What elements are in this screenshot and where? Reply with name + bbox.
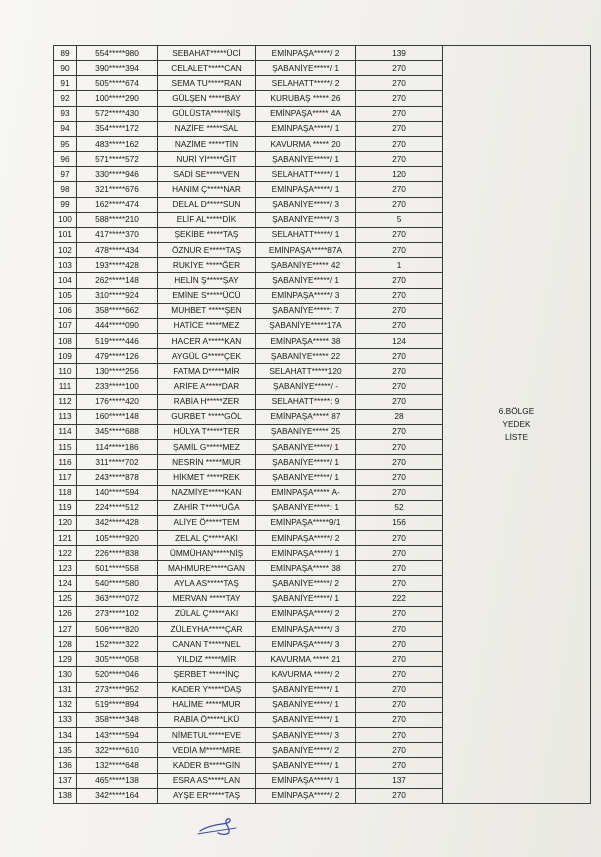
id-number: 358*****662: [77, 303, 158, 318]
amount-value: 270: [356, 531, 443, 546]
person-name: KADER B*****GİN: [158, 758, 256, 773]
row-number: 110: [54, 364, 77, 379]
row-number: 126: [54, 606, 77, 621]
amount-value: 270: [356, 121, 443, 136]
amount-value: 270: [356, 424, 443, 439]
side-note-line: YEDEK: [502, 418, 531, 429]
amount-value: 270: [356, 106, 443, 121]
person-name: AYŞE ER*****TAŞ: [158, 788, 256, 803]
row-number: 134: [54, 728, 77, 743]
person-name: ZAHİR T*****UĞA: [158, 500, 256, 515]
id-number: 354*****172: [77, 121, 158, 136]
amount-value: 270: [356, 273, 443, 288]
row-number: 122: [54, 546, 77, 561]
id-number: 310*****924: [77, 288, 158, 303]
person-name: SEBAHAT*****ÜCİ: [158, 46, 256, 61]
address: ŞABANİYE*****/ 1: [256, 61, 356, 76]
id-number: 330*****946: [77, 167, 158, 182]
row-number: 137: [54, 773, 77, 788]
id-number: 465*****138: [77, 773, 158, 788]
address: EMİNPAŞA***** 38: [256, 333, 356, 348]
id-number: 363*****072: [77, 591, 158, 606]
id-number: 130*****256: [77, 364, 158, 379]
id-number: 501*****558: [77, 561, 158, 576]
id-number: 114*****186: [77, 440, 158, 455]
row-number: 116: [54, 455, 77, 470]
amount-value: 270: [356, 667, 443, 682]
person-name: ŞAMİL G*****MEZ: [158, 440, 256, 455]
address: ŞABANİYE*****/ 1: [256, 697, 356, 712]
id-number: 262*****148: [77, 273, 158, 288]
id-number: 505*****674: [77, 76, 158, 91]
address: ŞABANİYE*****/ 1: [256, 591, 356, 606]
amount-value: 270: [356, 697, 443, 712]
row-number: 120: [54, 515, 77, 530]
person-name: ŞEKİBE *****TAŞ: [158, 227, 256, 242]
row-number: 103: [54, 258, 77, 273]
amount-value: 120: [356, 167, 443, 182]
person-name: ESRA AS*****LAN: [158, 773, 256, 788]
id-number: 506*****820: [77, 621, 158, 636]
person-name: GURBET *****GÖL: [158, 409, 256, 424]
row-number: 131: [54, 682, 77, 697]
row-number: 92: [54, 91, 77, 106]
row-number: 130: [54, 667, 77, 682]
address: EMİNPAŞA*****/ 3: [256, 621, 356, 636]
amount-value: 270: [356, 197, 443, 212]
person-name: HACER A*****KAN: [158, 333, 256, 348]
row-number: 104: [54, 273, 77, 288]
address: ŞABANİYE*****/ 2: [256, 576, 356, 591]
person-name: HİKMET *****REK: [158, 470, 256, 485]
person-name: GÜLŞEN *****BAY: [158, 91, 256, 106]
row-number: 119: [54, 500, 77, 515]
row-number: 109: [54, 349, 77, 364]
address: EMİNPAŞA*****/ 3: [256, 288, 356, 303]
row-number: 133: [54, 712, 77, 727]
person-name: ZELAL Ç*****AKI: [158, 531, 256, 546]
amount-value: 28: [356, 409, 443, 424]
amount-value: 124: [356, 333, 443, 348]
address: EMİNPAŞA*****/ 2: [256, 531, 356, 546]
amount-value: 270: [356, 455, 443, 470]
address: EMİNPAŞA*****/ 2: [256, 606, 356, 621]
amount-value: 270: [356, 652, 443, 667]
id-number: 193*****428: [77, 258, 158, 273]
address: ŞABANİYE*****/ 1: [256, 712, 356, 727]
address: ŞABANİYE*****/ 1: [256, 455, 356, 470]
address: ŞABANİYE***** 25: [256, 424, 356, 439]
amount-value: 270: [356, 318, 443, 333]
amount-value: 270: [356, 561, 443, 576]
row-number: 135: [54, 743, 77, 758]
id-number: 273*****952: [77, 682, 158, 697]
address: ŞABANİYE*****/ 1: [256, 758, 356, 773]
amount-value: 270: [356, 712, 443, 727]
id-number: 160*****148: [77, 409, 158, 424]
amount-value: 270: [356, 485, 443, 500]
row-number: 96: [54, 152, 77, 167]
person-name: NAZMİYE*****KAN: [158, 485, 256, 500]
row-number: 123: [54, 561, 77, 576]
person-name: ARİFE A*****DAR: [158, 379, 256, 394]
row-number: 125: [54, 591, 77, 606]
person-name: SEMA TU*****RAN: [158, 76, 256, 91]
amount-value: 52: [356, 500, 443, 515]
side-note: [443, 46, 591, 804]
person-name: NESRİN *****MUR: [158, 455, 256, 470]
side-note-line: 6.BÖLGE: [498, 405, 535, 416]
address: ŞABANİYE*****/ 1: [256, 273, 356, 288]
amount-value: 270: [356, 349, 443, 364]
id-number: 479*****126: [77, 349, 158, 364]
address: ŞABANİYE*****/ 1: [256, 152, 356, 167]
address: EMİNPAŞA***** 87: [256, 409, 356, 424]
amount-value: 270: [356, 728, 443, 743]
person-name: NURİ Yİ*****ĞİT: [158, 152, 256, 167]
person-name: NAZİFE *****SAL: [158, 121, 256, 136]
address: EMİNPAŞA*****/ 3: [256, 637, 356, 652]
amount-value: 270: [356, 136, 443, 151]
row-number: 94: [54, 121, 77, 136]
address: ŞABANİYE*****17A: [256, 318, 356, 333]
amount-value: 270: [356, 227, 443, 242]
amount-value: 137: [356, 773, 443, 788]
person-name: HALİME *****MUR: [158, 697, 256, 712]
row-number: 114: [54, 424, 77, 439]
person-name: MERVAN *****TAY: [158, 591, 256, 606]
table-body: [54, 46, 591, 804]
amount-value: 270: [356, 91, 443, 106]
address: ŞABANİYE*****/ 1: [256, 440, 356, 455]
person-name: AYLA AS*****TAŞ: [158, 576, 256, 591]
address: EMİNPAŞA*****/ 1: [256, 121, 356, 136]
id-number: 554*****980: [77, 46, 158, 61]
person-name: VEDİA M*****MRE: [158, 743, 256, 758]
row-number: 128: [54, 637, 77, 652]
address: ŞABANİYE***** 42: [256, 258, 356, 273]
address: EMİNPAŞA*****/ 1: [256, 182, 356, 197]
handwritten-signature: [196, 815, 244, 837]
person-name: DELAL D*****SUN: [158, 197, 256, 212]
address: KURUBAŞ ***** 26: [256, 91, 356, 106]
row-number: 107: [54, 318, 77, 333]
amount-value: 270: [356, 743, 443, 758]
row-number: 108: [54, 333, 77, 348]
person-name: ŞERBET *****İNÇ: [158, 667, 256, 682]
id-number: 519*****446: [77, 333, 158, 348]
row-number: 127: [54, 621, 77, 636]
amount-value: 270: [356, 243, 443, 258]
row-number: 112: [54, 394, 77, 409]
row-number: 121: [54, 531, 77, 546]
person-name: KADER Y*****DAŞ: [158, 682, 256, 697]
id-number: 444*****090: [77, 318, 158, 333]
person-name: ALİYE Ö*****TEM: [158, 515, 256, 530]
person-name: NİMETUL*****EVE: [158, 728, 256, 743]
id-number: 321*****676: [77, 182, 158, 197]
person-name: NAZİME *****TİN: [158, 136, 256, 151]
row-number: 95: [54, 136, 77, 151]
id-number: 143*****594: [77, 728, 158, 743]
row-number: 89: [54, 46, 77, 61]
person-name: FATMA D*****MİR: [158, 364, 256, 379]
address: KAVURMA *****/ 2: [256, 667, 356, 682]
row-number: 105: [54, 288, 77, 303]
amount-value: 270: [356, 379, 443, 394]
address: ŞABANİYE*****: 7: [256, 303, 356, 318]
row-number: 111: [54, 379, 77, 394]
address: ŞABANİYE*****: 1: [256, 500, 356, 515]
amount-value: 270: [356, 788, 443, 803]
amount-value: 270: [356, 682, 443, 697]
row-number: 117: [54, 470, 77, 485]
amount-value: 270: [356, 758, 443, 773]
id-number: 233*****100: [77, 379, 158, 394]
amount-value: 270: [356, 303, 443, 318]
id-number: 226*****838: [77, 546, 158, 561]
id-number: 358*****348: [77, 712, 158, 727]
address: EMİNPAŞA*****/ 2: [256, 788, 356, 803]
amount-value: 222: [356, 591, 443, 606]
id-number: 519*****894: [77, 697, 158, 712]
address: ŞABANİYE*****/ -: [256, 379, 356, 394]
row-number: 98: [54, 182, 77, 197]
person-name: AYGÜL G*****ÇEK: [158, 349, 256, 364]
id-number: 100*****290: [77, 91, 158, 106]
row-number: 115: [54, 440, 77, 455]
address: ŞABANİYE*****/ 1: [256, 682, 356, 697]
address: EMİNPAŞA***** 4A: [256, 106, 356, 121]
person-name: RABİA H*****ZER: [158, 394, 256, 409]
row-number: 132: [54, 697, 77, 712]
person-name: RABİA Ö*****LKÜ: [158, 712, 256, 727]
address: ŞABANİYE*****/ 3: [256, 197, 356, 212]
amount-value: 270: [356, 440, 443, 455]
address: ŞABANİYE*****/ 3: [256, 212, 356, 227]
id-number: 478*****434: [77, 243, 158, 258]
row-number: 101: [54, 227, 77, 242]
id-number: 224*****512: [77, 500, 158, 515]
amount-value: 270: [356, 288, 443, 303]
row-number: 129: [54, 652, 77, 667]
amount-value: 270: [356, 546, 443, 561]
row-number: 97: [54, 167, 77, 182]
id-number: 540*****580: [77, 576, 158, 591]
id-number: 132*****648: [77, 758, 158, 773]
address: EMİNPAŞA*****/ 1: [256, 546, 356, 561]
row-number: 99: [54, 197, 77, 212]
address: ŞABANİYE*****/ 3: [256, 728, 356, 743]
address: KAVURMA ***** 20: [256, 136, 356, 151]
address: EMİNPAŞA*****9/1: [256, 515, 356, 530]
amount-value: 1: [356, 258, 443, 273]
amount-value: 139: [356, 46, 443, 61]
id-number: 311*****702: [77, 455, 158, 470]
row-number: 106: [54, 303, 77, 318]
person-name: HATİCE *****MEZ: [158, 318, 256, 333]
amount-value: 270: [356, 76, 443, 91]
id-number: 483*****162: [77, 136, 158, 151]
amount-value: 270: [356, 621, 443, 636]
row-number: 102: [54, 243, 77, 258]
address: SELAHATT*****/ 2: [256, 76, 356, 91]
person-name: HANIM Ç*****NAR: [158, 182, 256, 197]
amount-value: 270: [356, 182, 443, 197]
address: SELAHATT*****/ 1: [256, 227, 356, 242]
person-name: HELİN Ş*****ŞAY: [158, 273, 256, 288]
id-number: 571*****572: [77, 152, 158, 167]
row-number: 90: [54, 61, 77, 76]
id-number: 345*****688: [77, 424, 158, 439]
row-number: 113: [54, 409, 77, 424]
id-number: 140*****594: [77, 485, 158, 500]
person-name: RUKİYE *****ĞER: [158, 258, 256, 273]
person-name: YILDIZ *****MİR: [158, 652, 256, 667]
id-number: 588*****210: [77, 212, 158, 227]
address: KAVURMA ***** 21: [256, 652, 356, 667]
amount-value: 270: [356, 576, 443, 591]
amount-value: 270: [356, 470, 443, 485]
person-name: MAHMURE*****GAN: [158, 561, 256, 576]
id-number: 342*****428: [77, 515, 158, 530]
person-name: SADİ SE*****VEN: [158, 167, 256, 182]
row-number: 91: [54, 76, 77, 91]
row-number: 136: [54, 758, 77, 773]
person-name: ELİF AL*****DİK: [158, 212, 256, 227]
id-number: 176*****420: [77, 394, 158, 409]
person-name: ÖZNUR E*****TAŞ: [158, 243, 256, 258]
id-number: 162*****474: [77, 197, 158, 212]
person-name: ZÜLAL Ç*****AKI: [158, 606, 256, 621]
id-number: 572*****430: [77, 106, 158, 121]
amount-value: 156: [356, 515, 443, 530]
amount-value: 270: [356, 606, 443, 621]
person-name: CANAN T*****NEL: [158, 637, 256, 652]
person-name: ZÜLEYHA*****ÇAR: [158, 621, 256, 636]
address: ŞABANİYE*****/ 2: [256, 743, 356, 758]
person-name: GÜLÜSTA*****NİŞ: [158, 106, 256, 121]
amount-value: 270: [356, 152, 443, 167]
person-name: MUHBET *****ŞEN: [158, 303, 256, 318]
id-number: 273*****102: [77, 606, 158, 621]
id-number: 105*****920: [77, 531, 158, 546]
id-number: 342*****164: [77, 788, 158, 803]
row-number: 138: [54, 788, 77, 803]
person-name: ÜMMÜHAN*****NİŞ: [158, 546, 256, 561]
amount-value: 270: [356, 364, 443, 379]
address: ŞABANİYE*****/ 1: [256, 470, 356, 485]
side-note-line: LİSTE: [504, 431, 529, 442]
person-name: HÜLYA T*****TER: [158, 424, 256, 439]
person-name: CELALET*****CAN: [158, 61, 256, 76]
id-number: 417*****370: [77, 227, 158, 242]
id-number: 152*****322: [77, 637, 158, 652]
address: SELAHATT*****/ 1: [256, 167, 356, 182]
amount-value: 270: [356, 61, 443, 76]
address: SELAHATT*****: 9: [256, 394, 356, 409]
row-number: 124: [54, 576, 77, 591]
row-number: 100: [54, 212, 77, 227]
address: SELAHATT*****120: [256, 364, 356, 379]
address: EMİNPAŞA*****/ 1: [256, 773, 356, 788]
address: EMİNPAŞA***** 38: [256, 561, 356, 576]
id-number: 520*****046: [77, 667, 158, 682]
amount-value: 270: [356, 637, 443, 652]
address: EMİNPAŞA*****/ 2: [256, 46, 356, 61]
address: EMİNPAŞA*****87A: [256, 243, 356, 258]
id-number: 305*****058: [77, 652, 158, 667]
row-number: 93: [54, 106, 77, 121]
amount-value: 5: [356, 212, 443, 227]
address: EMİNPAŞA***** A-: [256, 485, 356, 500]
table-row: [54, 46, 591, 61]
person-name: EMİNE S*****ÜCÜ: [158, 288, 256, 303]
address: ŞABANİYE***** 22: [256, 349, 356, 364]
id-number: 243*****878: [77, 470, 158, 485]
id-number: 322*****610: [77, 743, 158, 758]
row-number: 118: [54, 485, 77, 500]
id-number: 390*****394: [77, 61, 158, 76]
amount-value: 270: [356, 394, 443, 409]
reserve-list-table: [53, 45, 591, 804]
